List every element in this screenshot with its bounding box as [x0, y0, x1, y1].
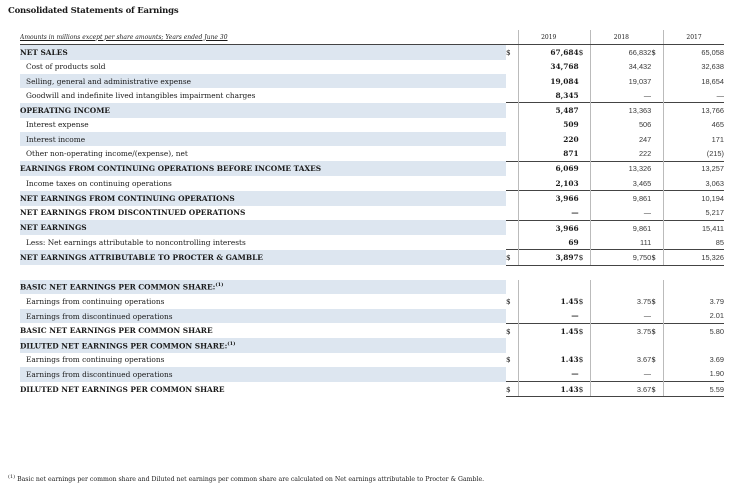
currency-symbol — [651, 88, 663, 103]
value-cell: 5.59 — [664, 382, 724, 397]
currency-symbol — [506, 74, 518, 88]
currency-symbol — [506, 309, 518, 324]
currency-symbol — [579, 132, 591, 146]
year-header: 2017 — [664, 30, 724, 45]
value-cell: 13,326 — [591, 161, 651, 176]
value-cell: — — [518, 367, 578, 382]
currency-symbol: $ — [578, 47, 584, 57]
value-cell: 3,465 — [591, 176, 651, 191]
currency-symbol — [651, 220, 663, 235]
value-cell: 247 — [591, 132, 651, 146]
currency-symbol — [579, 338, 591, 352]
value-cell: 3.75 — [591, 323, 651, 338]
currency-symbol — [506, 88, 518, 103]
currency-symbol — [651, 338, 663, 352]
currency-symbol: $ — [651, 250, 663, 265]
currency-symbol — [506, 60, 518, 74]
row-label: Earnings from discontinued operations — [20, 367, 506, 382]
value-cell: 465 — [664, 118, 724, 132]
row-label: NET EARNINGS — [20, 220, 506, 235]
table-row — [20, 88, 724, 103]
row-label: DILUTED NET EARNINGS PER COMMON SHARE — [20, 384, 225, 394]
value-cell: 1.90 — [664, 367, 724, 382]
value-cell: 65,058 — [664, 45, 724, 60]
row-label: Goodwill and indefinite lived intangibles impairment charges — [26, 91, 256, 101]
value-cell: 5.80 — [664, 323, 724, 338]
value-cell: 2,103 — [518, 176, 578, 191]
currency-symbol: $ — [651, 355, 656, 365]
row-label: NET EARNINGS ATTRIBUTABLE TO PROCTER & GAMBLE — [20, 250, 506, 265]
value-cell: 1.43 — [518, 353, 578, 367]
table-row — [20, 323, 724, 338]
currency-symbol — [506, 206, 518, 221]
value-cell: 32,638 — [664, 60, 724, 74]
currency-symbol — [651, 132, 663, 146]
row-label: Earnings from discontinued operations — [20, 309, 506, 324]
row-label: NET EARNINGS FROM CONTINUING OPERATIONS — [20, 191, 506, 206]
currency-symbol — [506, 103, 518, 118]
table-row — [20, 103, 724, 118]
table-row — [20, 191, 724, 206]
value-cell: (215) — [664, 146, 724, 161]
row-label: NET EARNINGS FROM DISCONTINUED OPERATIONS — [20, 208, 246, 218]
footnote-ref: (1) — [215, 282, 224, 289]
row-label: Income taxes on continuing operations — [26, 178, 172, 188]
currency-symbol — [651, 206, 663, 221]
currency-symbol — [579, 235, 591, 250]
row-label: Selling, general and administrative expense — [20, 74, 506, 88]
currency-symbol — [506, 132, 518, 146]
currency-symbol — [506, 191, 518, 206]
value-cell: 13,363 — [591, 103, 651, 118]
value-cell: — — [591, 206, 651, 221]
table-row — [20, 367, 724, 382]
table-row — [20, 220, 724, 235]
currency-symbol — [651, 191, 663, 206]
currency-symbol — [579, 309, 591, 324]
value-cell: — — [591, 309, 651, 324]
table-row — [20, 118, 724, 132]
currency-symbol: $ — [506, 323, 518, 338]
currency-symbol — [579, 206, 591, 221]
value-cell: 13,766 — [664, 103, 724, 118]
currency-symbol: $ — [506, 382, 518, 397]
currency-symbol — [651, 280, 663, 294]
value-cell: 3.75 — [591, 294, 651, 308]
year-header: 2019 — [518, 30, 578, 45]
currency-symbol — [579, 367, 591, 382]
table-row — [20, 338, 724, 352]
value-cell: 69 — [518, 235, 578, 250]
currency-symbol — [651, 146, 663, 161]
value-cell: 85 — [664, 235, 724, 250]
value-cell: 8,345 — [518, 88, 578, 103]
value-cell: 871 — [518, 146, 578, 161]
currency-symbol — [651, 176, 663, 191]
year-header: 2018 — [591, 30, 651, 45]
currency-symbol: $ — [579, 323, 591, 338]
currency-symbol — [579, 103, 591, 118]
value-cell: 66,832 — [591, 45, 651, 60]
table-row — [20, 294, 724, 308]
currency-symbol: $ — [579, 382, 591, 397]
currency-symbol — [579, 280, 591, 294]
currency-symbol — [579, 161, 591, 176]
table-row — [20, 280, 724, 294]
value-cell: 18,654 — [664, 74, 724, 88]
value-cell: — — [664, 88, 724, 103]
value-cell: 5,217 — [664, 206, 724, 221]
value-cell — [591, 280, 651, 294]
currency-symbol: $ — [578, 296, 584, 306]
currency-symbol: $ — [579, 250, 591, 265]
currency-symbol: $ — [651, 296, 656, 306]
currency-symbol — [579, 176, 591, 191]
value-cell: 3,966 — [518, 220, 578, 235]
table-row — [20, 382, 724, 397]
currency-symbol — [506, 118, 518, 132]
value-cell: 3.69 — [664, 353, 724, 367]
currency-symbol — [579, 118, 591, 132]
table-row — [20, 206, 724, 221]
value-cell: 1.45 — [518, 323, 578, 338]
value-cell: 509 — [518, 118, 578, 132]
currency-symbol — [651, 367, 663, 382]
row-label: BASIC NET EARNINGS PER COMMON SHARE — [20, 326, 213, 336]
value-cell: 220 — [518, 132, 578, 146]
currency-symbol — [506, 220, 518, 235]
statement-title: Consolidated Statements of Earnings — [8, 6, 179, 16]
currency-symbol — [506, 235, 518, 250]
currency-symbol — [506, 176, 518, 191]
footnote-mark: (1) — [8, 474, 16, 480]
currency-symbol — [506, 161, 518, 176]
table-row — [20, 146, 724, 161]
footnote-text: Basic net earnings per common share and Diluted net earnings per common share are calculated on Net earnings attributable to Procter & Gamble. — [17, 476, 485, 484]
value-cell — [518, 338, 578, 352]
row-label: Interest expense — [26, 120, 89, 130]
value-cell: 19,037 — [591, 74, 651, 88]
row-label: Interest income — [20, 132, 506, 146]
header-label: Amounts in millions except per share amounts; Years ended June 30 — [20, 30, 506, 45]
row-label: NET SALES — [20, 45, 506, 60]
value-cell: — — [591, 367, 651, 382]
value-cell — [591, 338, 651, 352]
table-row — [20, 309, 724, 324]
earnings-table — [20, 30, 724, 397]
currency-symbol — [506, 367, 518, 382]
value-cell: 15,411 — [664, 220, 724, 235]
currency-symbol — [651, 235, 663, 250]
table-row — [20, 176, 724, 191]
table-row — [20, 132, 724, 146]
table-row — [20, 235, 724, 250]
row-label: DILUTED NET EARNINGS PER COMMON SHARE:$^{(1)}$ — [20, 338, 506, 352]
value-cell: 13,257 — [664, 161, 724, 176]
table-row — [20, 45, 724, 60]
currency-symbol — [579, 146, 591, 161]
footnote — [8, 474, 484, 483]
currency-symbol — [651, 74, 663, 88]
currency-symbol — [651, 103, 663, 118]
row-label: Less: Net earnings attributable to noncontrolling interests — [26, 238, 246, 248]
currency-symbol: $ — [578, 355, 584, 365]
currency-symbol: $ — [506, 47, 511, 57]
value-cell: 111 — [591, 235, 651, 250]
value-cell: — — [518, 206, 578, 221]
row-label: Cost of products sold — [26, 62, 106, 72]
value-cell: 1.43 — [518, 382, 578, 397]
value-cell: 3.67 — [591, 382, 651, 397]
value-cell: 506 — [591, 118, 651, 132]
value-cell: 3.79 — [664, 294, 724, 308]
value-cell: 67,684 — [518, 45, 578, 60]
value-cell: 9,861 — [591, 191, 651, 206]
table-row — [20, 353, 724, 367]
value-cell: 10,194 — [664, 191, 724, 206]
value-cell: 222 — [591, 146, 651, 161]
currency-symbol: $ — [651, 323, 663, 338]
table-row — [20, 250, 724, 265]
value-cell: 1.45 — [518, 294, 578, 308]
value-cell: 15,326 — [664, 250, 724, 265]
table-row — [20, 161, 724, 176]
value-cell — [518, 280, 578, 294]
value-cell: 9,750 — [591, 250, 651, 265]
value-cell: 3.67 — [591, 353, 651, 367]
value-cell: 5,487 — [518, 103, 578, 118]
table-row — [20, 60, 724, 74]
currency-symbol — [651, 309, 663, 324]
currency-symbol: $ — [506, 296, 511, 306]
value-cell: 3,897 — [518, 250, 578, 265]
value-cell: — — [591, 88, 651, 103]
value-cell: 9,861 — [591, 220, 651, 235]
value-cell: 3,063 — [664, 176, 724, 191]
value-cell: 3,966 — [518, 191, 578, 206]
value-cell: 34,768 — [518, 60, 578, 74]
currency-symbol — [579, 60, 591, 74]
currency-symbol — [579, 191, 591, 206]
value-cell: 6,069 — [518, 161, 578, 176]
row-label: Earnings from continuing operations — [26, 355, 165, 365]
table-row — [20, 74, 724, 88]
header-row — [20, 30, 724, 45]
currency-symbol — [651, 161, 663, 176]
currency-symbol — [506, 338, 518, 352]
currency-symbol — [579, 74, 591, 88]
row-label: EARNINGS FROM CONTINUING OPERATIONS BEFORE INCOME TAXES — [20, 161, 506, 176]
currency-symbol — [579, 88, 591, 103]
currency-symbol — [651, 60, 663, 74]
currency-symbol: $ — [651, 382, 663, 397]
value-cell — [664, 338, 724, 352]
value-cell: 171 — [664, 132, 724, 146]
row-label: OPERATING INCOME — [20, 103, 506, 118]
row-label: Earnings from continuing operations — [26, 296, 165, 306]
spacer-row — [20, 265, 724, 280]
currency-symbol — [579, 220, 591, 235]
currency-symbol: $ — [506, 355, 511, 365]
row-label: BASIC NET EARNINGS PER COMMON SHARE:$^{(1)}$ — [20, 280, 506, 294]
value-cell: 34,432 — [591, 60, 651, 74]
currency-symbol: $ — [651, 47, 656, 57]
currency-symbol — [506, 146, 518, 161]
value-cell: — — [518, 309, 578, 324]
currency-symbol — [506, 280, 518, 294]
value-cell: 19,084 — [518, 74, 578, 88]
currency-symbol: $ — [506, 250, 518, 265]
value-cell — [664, 280, 724, 294]
footnote-ref: (1) — [227, 340, 236, 347]
value-cell: 2.01 — [664, 309, 724, 324]
currency-symbol — [651, 118, 663, 132]
row-label: Other non-operating income/(expense), net — [26, 149, 188, 159]
